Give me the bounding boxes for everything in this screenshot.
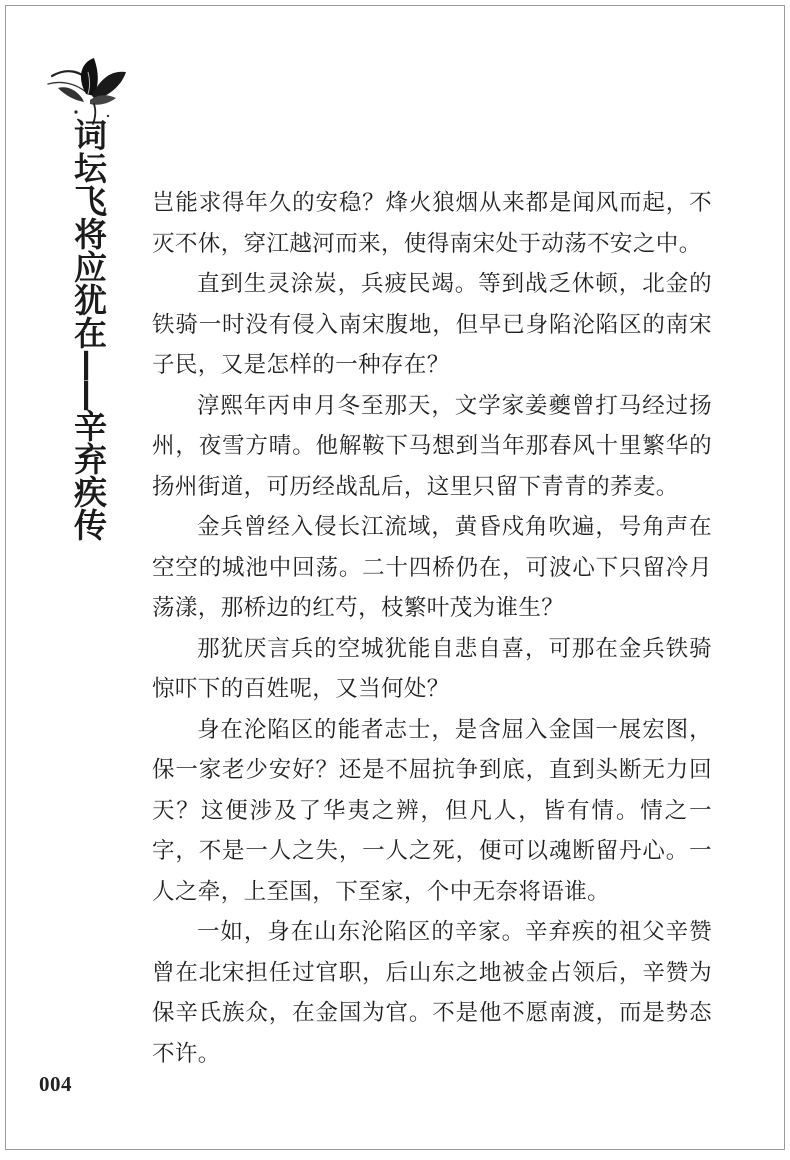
ink-lotus-icon xyxy=(46,54,134,126)
vertical-book-title xyxy=(64,118,110,541)
paragraph: 那犹厌言兵的空城犹能自悲自喜，可那在金兵铁骑惊吓下的百姓呢，又当何处？ xyxy=(152,635,712,702)
book-page xyxy=(5,5,785,1150)
book-subtitle: 辛弃疾传 xyxy=(69,409,108,541)
book-title-dash: —— xyxy=(69,349,108,409)
page-number: 004 xyxy=(39,1072,72,1096)
paragraph-continued: 岂能求得年久的安稳？烽火狼烟从来都是闻风而起，不灭不休，穿江越河而来，使得南宋处于动荡不安之中。 xyxy=(152,190,712,257)
book-title-main: 词坛飞将应犹在 xyxy=(69,118,108,349)
paragraph: 淳熙年丙申月冬至那天，文学家姜夔曾打马经过扬州，夜雪方晴。他解鞍下马想到当年那春风十里繁华的扬州街道，可历经战乱后，这里只留下青青的荞麦。 xyxy=(152,392,712,500)
paragraph: 金兵曾经入侵长江流域，黄昏戍角吹遍，号角声在空空的城池中回荡。二十四桥仍在，可波心下只留冷月荡漾，那桥边的红芍，枝繁叶茂为谁生？ xyxy=(152,514,712,621)
paragraph: 一如，身在山东沦陷区的辛家。辛弃疾的祖父辛赞曾在北宋担任过官职，后山东之地被金占领后，辛赞为保辛氏族众，在金国为官。不是他不愿南渡，而是势态不许。 xyxy=(152,919,712,1067)
body-text xyxy=(152,183,712,1074)
paragraph: 身在沦陷区的能者志士，是含屈入金国一展宏图，保一家老少安好？还是不屈抗争到底，直到头断无力回天？这便涉及了华夷之辨，但凡人，皆有情。情之一字，不是一人之失，一人之死，便可以魂断留丹心。一人之牵，上至国，下至家，个中无奈将语谁。 xyxy=(152,716,712,905)
paragraph: 直到生灵涂炭，兵疲民竭。等到战乏休顿，北金的铁骑一时没有侵入南宋腹地，但早已身陷沦陷区的南宋子民，又是怎样的一种存在？ xyxy=(152,271,712,378)
